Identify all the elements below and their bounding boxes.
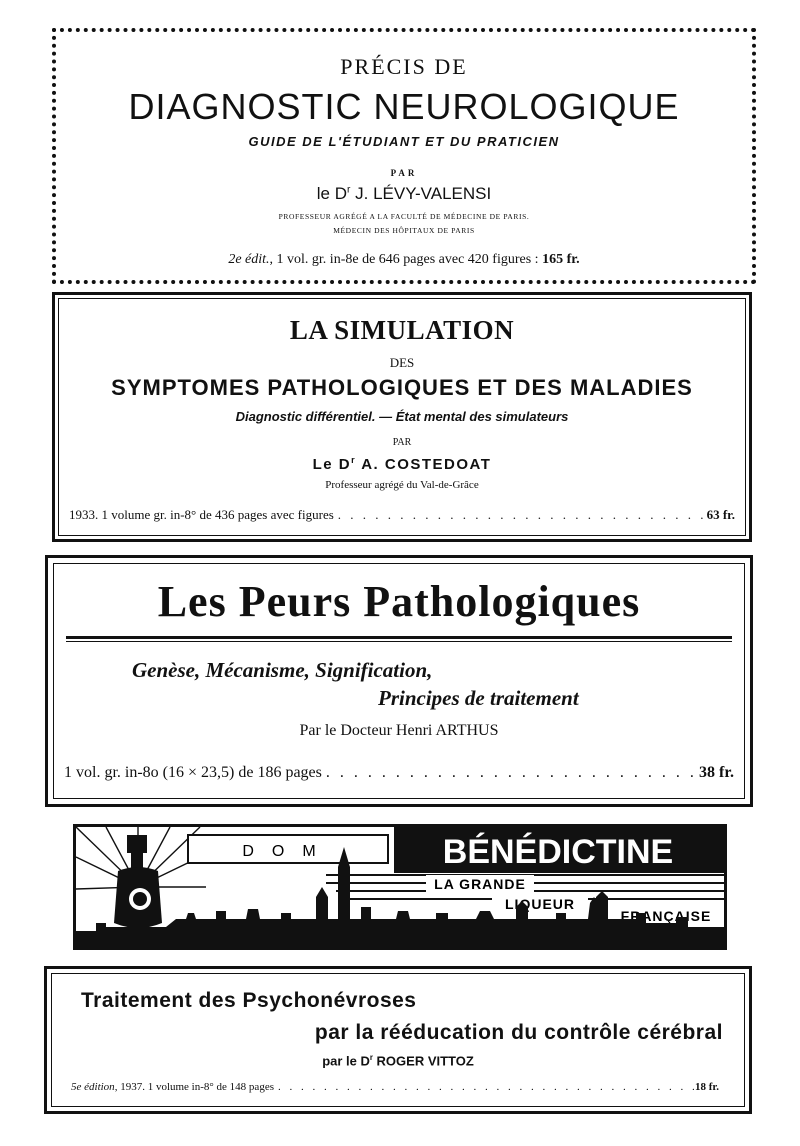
price: 18 fr. — [694, 1081, 719, 1093]
dot-leader — [322, 764, 699, 782]
author-sup: r — [351, 455, 357, 465]
author-prefix: par le D — [322, 1053, 370, 1069]
ad-la-simulation — [52, 292, 752, 542]
title-rule-thin — [66, 641, 732, 642]
author-credential-1: PROFESSEUR AGRÉGÉ A LA FACULTÉ DE MÉDECINE DE PARIS. — [278, 212, 530, 221]
price: 63 fr. — [706, 507, 735, 522]
edition: 5e édition — [71, 1081, 115, 1093]
tag-line-1: LA GRANDE — [434, 876, 526, 892]
tag-line-3: FRANÇAISE — [620, 908, 712, 924]
subtitle-line-2: Principes de traitement — [378, 686, 579, 710]
edition-details — [64, 764, 734, 782]
book-title: DIAGNOSTIC NEUROLOGIQUE — [128, 86, 680, 127]
details: , 1 vol. gr. in-8e de 646 pages avec 420 figures : — [269, 252, 543, 267]
dot-leader — [334, 507, 707, 523]
tower-icon — [596, 891, 608, 921]
author: Par le Docteur Henri ARTHUS — [299, 722, 499, 739]
author — [47, 1053, 749, 1068]
edition-details — [71, 1081, 719, 1093]
dot-leader — [274, 1081, 695, 1093]
ad-diagnostic-neurologique — [52, 28, 756, 284]
author-sup: r — [369, 1053, 373, 1062]
edition: 2e édit. — [228, 252, 270, 267]
edition-details — [56, 252, 752, 268]
benedictine-artwork — [76, 827, 724, 947]
book-title-1: Traitement des Psychonévroses — [81, 989, 417, 1012]
book-title: Les Peurs Pathologiques — [157, 577, 641, 626]
ad-peurs-pathologiques — [45, 555, 753, 807]
author-name: J. LÉVY-VALENSI — [350, 184, 492, 203]
bottle-icon — [114, 835, 162, 928]
book-title: LA SIMULATION — [289, 315, 515, 345]
author-name: A. COSTEDOAT — [356, 456, 492, 473]
book-subtitle: GUIDE DE L'ÉTUDIANT ET DU PRATICIEN — [248, 134, 560, 149]
tag-line-2: LIQUEUR — [505, 896, 575, 912]
book-subtitle: Diagnostic différentiel. — État mental des simulateurs — [235, 409, 569, 424]
dom-text: DOM — [242, 843, 334, 860]
details: 1933. 1 volume gr. in-8° de 436 pages avec figures — [69, 507, 334, 522]
author-credential: Professeur agrégé du Val-de-Grâce — [325, 479, 479, 491]
author — [56, 184, 752, 204]
author-name: ROGER VITTOZ — [372, 1053, 474, 1069]
book-title-2: par la rééducation du contrôle cérébral — [314, 1021, 723, 1044]
author-credential-2: MÉDECIN DES HÔPITAUX DE PARIS — [333, 226, 475, 235]
par-label: PAR — [390, 168, 418, 178]
par-label: PAR — [392, 437, 412, 448]
author — [55, 455, 749, 473]
pretitle: PRÉCIS DE — [340, 54, 468, 79]
ad-benedictine — [73, 824, 727, 950]
edition-details — [69, 507, 735, 523]
brand-text: BÉNÉDICTINE — [442, 833, 674, 871]
author-sup: r — [347, 184, 351, 196]
price: 38 fr. — [699, 764, 734, 781]
price: 165 fr. — [542, 252, 580, 267]
ad-psychonevroses — [44, 966, 752, 1114]
details: , 1937. 1 volume in-8° de 148 pages — [114, 1081, 274, 1093]
subtitle-line-1: Genèse, Mécanisme, Signification, — [132, 658, 433, 682]
title-rule — [66, 636, 732, 639]
des-label: DES — [389, 355, 415, 370]
author-prefix: le D — [316, 184, 348, 203]
author-prefix: Le D — [312, 456, 352, 473]
book-title-2: SYMPTOMES PATHOLOGIQUES ET DES MALADIES — [111, 375, 693, 400]
details: 1 vol. gr. in-8o (16 × 23,5) de 186 pages — [64, 764, 322, 781]
